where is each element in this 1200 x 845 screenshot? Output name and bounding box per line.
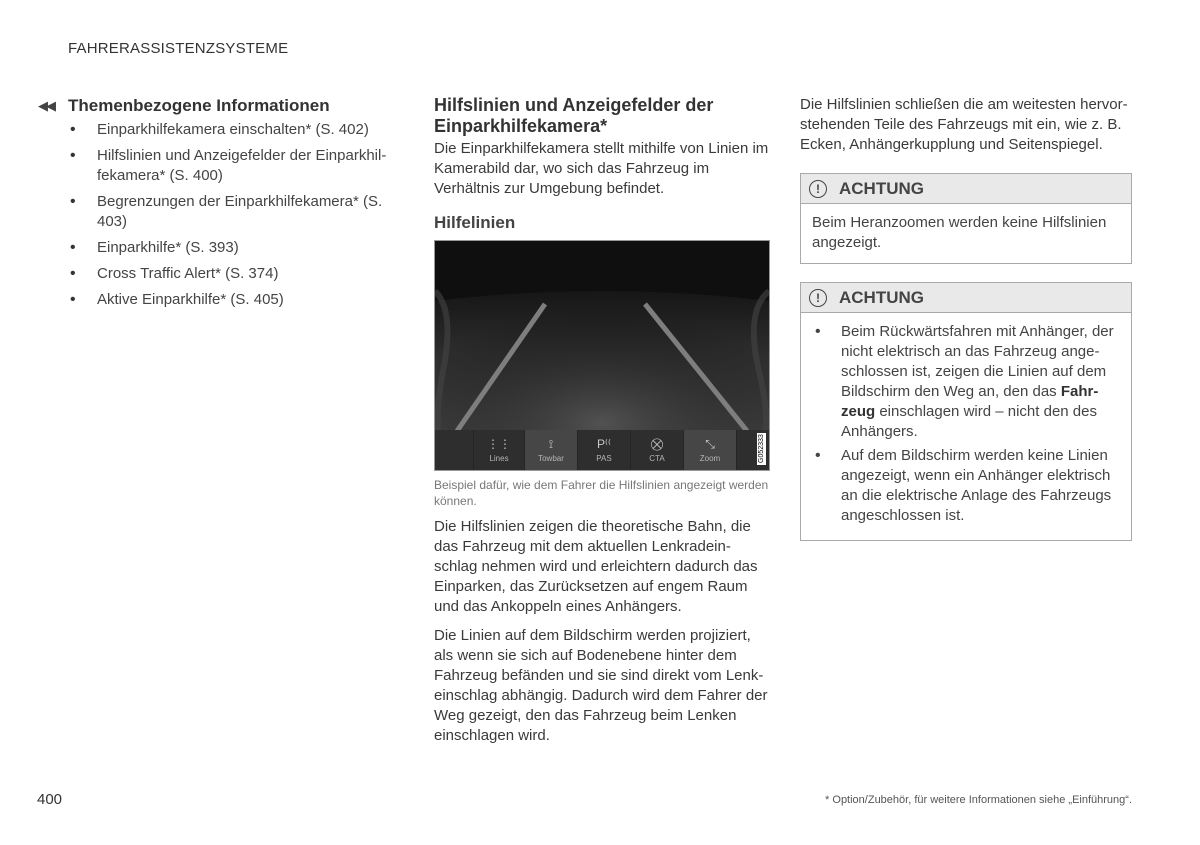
- warning-list-item: • Auf dem Bildschirm werden keine Linien angezeigt, wenn ein Anhänger elektrisch an die elektrische Anlage des Fahrzeugs angeschlossen ist.: [812, 446, 1120, 526]
- zoom-icon: ⤡: [705, 436, 715, 451]
- related-topics-list: [38, 120, 398, 310]
- warning-header: [801, 283, 1131, 313]
- related-link[interactable]: • Einparkhilfekamera einschalten* (S. 402): [68, 120, 398, 140]
- article-paragraph-2: Die Linien auf dem Bildschirm werden projiziert, als wenn sie sich auf Bodenebene hinter dem Fahrzeug befänden und sie sind direkt vom Lenk-einschlag abhängig. Dadurch wird dem Fahrer der Weg gezeigt, den das Fahrzeug beim Lenken einschlagen wird.: [434, 627, 768, 744]
- article-intro: Die Einparkhilfekamera stellt mithilfe von Linien im Kamerabild dar, wo sich das Fahrzeug im Verhältnis zur Umgebung befindet.: [434, 140, 769, 197]
- page-number: 400: [37, 791, 63, 808]
- info-circle-icon: !: [809, 180, 827, 198]
- towbar-button[interactable]: [525, 430, 578, 470]
- related-link[interactable]: • Einparkhilfe* (S. 393): [68, 238, 398, 258]
- warning-title: ACHTUNG: [839, 287, 924, 307]
- related-topics: [38, 96, 398, 316]
- warning-item-text: Beim Rückwärtsfahren mit Anhänger, der nicht elektrisch an das Fahrzeug ange-schlossen ist, zeigen die Linien auf dem Bildschirm den Weg an, den das: [841, 323, 1114, 400]
- lines-button[interactable]: [474, 430, 525, 470]
- warning-item-text: einschlagen wird – nicht den des Anhängers.: [841, 403, 1097, 440]
- related-link[interactable]: • Hilfslinien und Anzeigefelder der Einparkhil-fekamera* (S. 400): [68, 146, 398, 186]
- warning-box-trailer: [800, 282, 1132, 541]
- pas-button-label: PAS: [596, 453, 612, 463]
- camera-image: [434, 240, 770, 471]
- related-link[interactable]: • Begrenzungen der Einparkhilfekamera* (S. 403): [68, 192, 398, 232]
- main-article: [434, 95, 769, 746]
- warning-list: [812, 322, 1120, 526]
- toolbar-spacer: [435, 430, 474, 470]
- zoom-button[interactable]: [684, 430, 737, 470]
- section-header: FAHRERASSISTENZSYSTEME: [68, 40, 289, 57]
- double-chevron-left-icon[interactable]: ◀◀: [38, 98, 54, 113]
- lines-button-label: Lines: [489, 453, 509, 463]
- warning-text: Beim Heranzoomen werden keine Hilfslinien angezeigt.: [812, 214, 1107, 251]
- camera-toolbar: [435, 430, 769, 470]
- pas-icon: P⁽⁽: [597, 436, 611, 451]
- cta-icon: ⛒: [650, 436, 664, 451]
- info-circle-icon: !: [809, 289, 827, 307]
- related-link[interactable]: • Aktive Einparkhilfe* (S. 405): [68, 290, 398, 310]
- pas-button[interactable]: [578, 430, 631, 470]
- image-caption: Beispiel dafür, wie dem Fahrer die Hilfslinien angezeigt werden können.: [434, 478, 769, 508]
- warning-header: [801, 174, 1131, 204]
- warning-box-zoom: [800, 173, 1132, 264]
- cta-button[interactable]: [631, 430, 684, 470]
- warning-body: [801, 313, 1131, 540]
- warning-list-item: [812, 322, 1120, 442]
- article-subheading: Hilfelinien: [434, 213, 516, 232]
- cta-button-label: CTA: [649, 453, 665, 463]
- related-topics-header: [38, 96, 398, 116]
- warning-item-bold: Fahr-zeug: [841, 383, 1099, 420]
- related-topics-title: Themenbezogene Informationen: [68, 96, 330, 115]
- image-code: G052333: [758, 434, 765, 464]
- warning-title: ACHTUNG: [839, 178, 924, 198]
- footnote: * Option/Zubehör, für weitere Informationen siehe „Einführung“.: [825, 794, 1132, 806]
- article-title: Hilfslinien und Anzeigefelder der Einparkhilfekamera*: [434, 95, 714, 136]
- side-intro: Die Hilfslinien schließen die am weitesten hervor-stehenden Teile des Fahrzeugs mit ein, wie z. B. Ecken, Anhängerkupplung und Seitenspiegel.: [800, 96, 1128, 153]
- article-paragraph-1: Die Hilfslinien zeigen die theoretische Bahn, die das Fahrzeug mit dem aktuellen Lenkradein-schlag nehmen wird und erleichtern dadurch das Einparken, das Zurücksetzen auf engem Raum und das Ankoppeln eines Anhängers.: [434, 518, 758, 615]
- side-column: [800, 95, 1132, 541]
- zoom-button-label: Zoom: [699, 453, 721, 463]
- related-link[interactable]: • Cross Traffic Alert* (S. 374): [68, 264, 398, 284]
- lines-icon: ⋮⋮: [487, 436, 511, 451]
- towbar-button-label: Towbar: [538, 453, 564, 463]
- towbar-icon: ⟟: [548, 436, 554, 451]
